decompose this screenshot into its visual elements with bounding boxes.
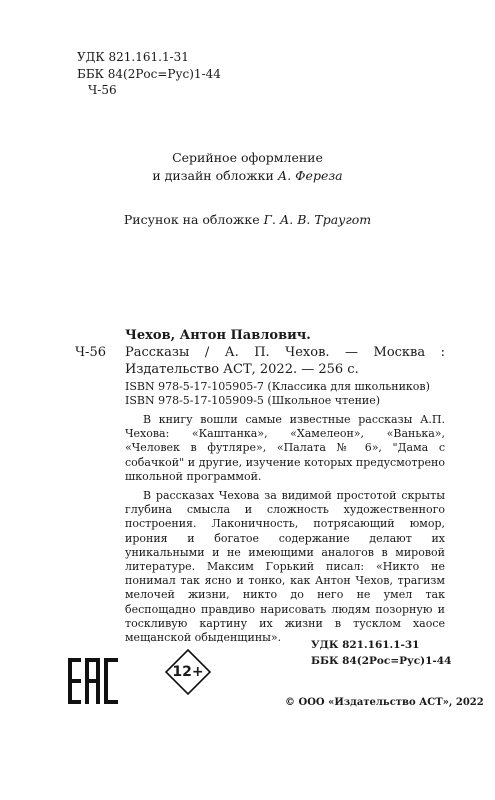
author-heading: Чехов, Антон Павлович. <box>125 328 311 343</box>
eac-logo-icon <box>68 658 118 704</box>
series-line-2-prefix: и дизайн обложки <box>152 168 274 183</box>
bottom-bbk-code: ББК 84(2Рос=Рус)1-44 <box>311 655 452 667</box>
cover-artist: Г. А. В. Траугот <box>263 212 372 227</box>
eac-logo <box>68 658 118 704</box>
annotation-text-1: В книгу вошли самые известные рассказы А.П. Чехова: «Каштанка», «Хамелеон», «Ванька», «Человек в футляре», «Палата № 6», "Дама с собачкой" и другие, изучение которых предусмотрено школьной программой. <box>125 413 445 483</box>
age-rating-badge <box>164 648 212 696</box>
series-line-2 <box>0 167 495 185</box>
series-designer: А. Фереза <box>277 168 343 183</box>
cover-credit-prefix: Рисунок на обложке <box>123 212 260 227</box>
author-mark: Ч-56 <box>88 83 117 97</box>
series-line-1: Серийное оформление <box>172 150 323 165</box>
series-credits <box>0 149 495 185</box>
annotation-paragraph-1 <box>125 413 445 484</box>
age-rating-text: 12+ <box>172 664 204 680</box>
bottom-classification <box>311 637 451 669</box>
annotation-text-2: В рассказах Чехова за видимой простотой скрыты глубина смысла и сложность художественного построения. Лаконичность, потрясающий юмор, ирония и богатое содержание делают их уникальными и не имеющими аналогов в мировой литературе. Максим Горький писал: «Никто не понимал так ясно и тонко, как Антон Чехов, трагизм мелочей жизни, никто до него не умел так беспощадно правдиво нарисовать людям позорную и тоскливую картину их жизни в тусклом хаосе мещанской обыденщины». <box>125 489 445 645</box>
bottom-udk-code: УДК 821.161.1-31 <box>311 639 420 651</box>
udk-code: УДК 821.161.1-31 <box>77 50 189 64</box>
isbn-block <box>125 380 430 408</box>
isbn-1: ISBN 978-5-17-105905-7 (Классика для школьников) <box>125 380 430 393</box>
entry-author-mark: Ч-56 <box>75 345 106 360</box>
isbn-2: ISBN 978-5-17-105909-5 (Школьное чтение) <box>125 394 381 407</box>
top-classification <box>77 49 221 99</box>
annotation-paragraph-2 <box>125 489 445 645</box>
bibliographic-description: Рассказы / А. П. Чехов. — Москва : Издательство АСТ, 2022. — 256 с. <box>125 345 445 377</box>
cover-credit <box>0 211 495 229</box>
bbk-code: ББК 84(2Рос=Рус)1-44 <box>77 66 221 81</box>
copyright-notice: © ООО «Издательство АСТ», 2022 <box>285 697 484 708</box>
